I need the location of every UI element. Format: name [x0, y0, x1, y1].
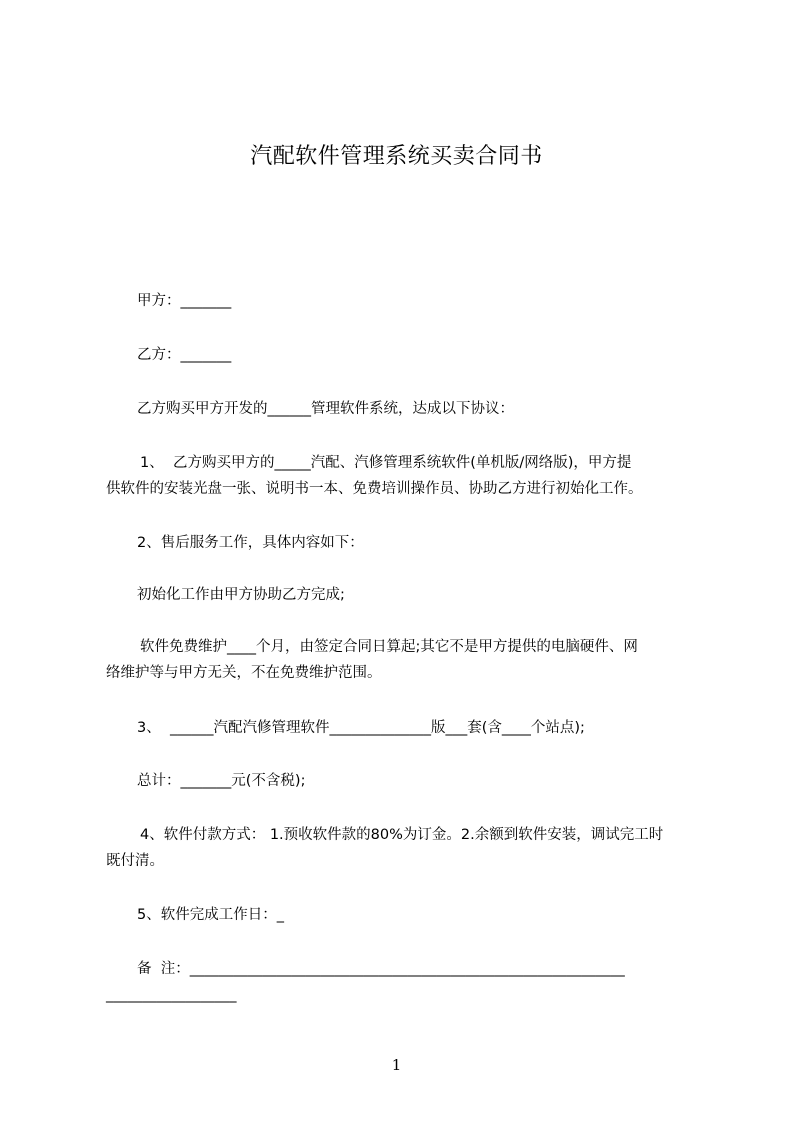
remarks-line-1: 备 注：____________________________________________________________: [137, 961, 625, 977]
clause-1-line-2: 供软件的安装光盘一张、说明书一本、免费培训操作员、协助乙方进行初始化工作。: [106, 481, 643, 497]
remarks-line-2: __________________: [106, 987, 237, 1003]
clause-1-line-1: 1、 乙方购买甲方的_____汽配、汽修管理系统软件(单机版/网络版)，甲方提: [140, 455, 632, 471]
party-a-line: 甲方：_______: [137, 293, 232, 309]
clause-2: 2、售后服务工作，具体内容如下：: [137, 535, 364, 551]
party-b-line: 乙方：_______: [137, 347, 232, 363]
page-title: 汽配软件管理系统买卖合同书: [250, 144, 543, 169]
clause-3: 3、 ______汽配汽修管理软件______________版___套(含____个站点);: [137, 720, 585, 736]
clause-5: 5、软件完成工作日：_: [137, 907, 284, 923]
clause-4-line-1: 4、软件付款方式： 1.预收软件款的80%为订金。2.余额到软件安装，调试完工时: [140, 827, 664, 843]
clause-2-maintenance-line-2: 络维护等与甲方无关，不在免费维护范围。: [106, 665, 382, 681]
total-line: 总计：_______元(不含税);: [137, 773, 306, 789]
clause-2-maintenance-line-1: 软件免费维护____个月，由签定合同日算起;其它不是甲方提供的电脑硬件、网: [140, 639, 638, 655]
clause-2-initialization: 初始化工作由甲方协助乙方完成;: [137, 587, 345, 603]
clause-4-line-2: 既付清。: [106, 853, 164, 869]
intro-paragraph: 乙方购买甲方开发的______管理软件系统，达成以下协议：: [137, 401, 514, 417]
page-number: 1: [391, 1056, 402, 1074]
